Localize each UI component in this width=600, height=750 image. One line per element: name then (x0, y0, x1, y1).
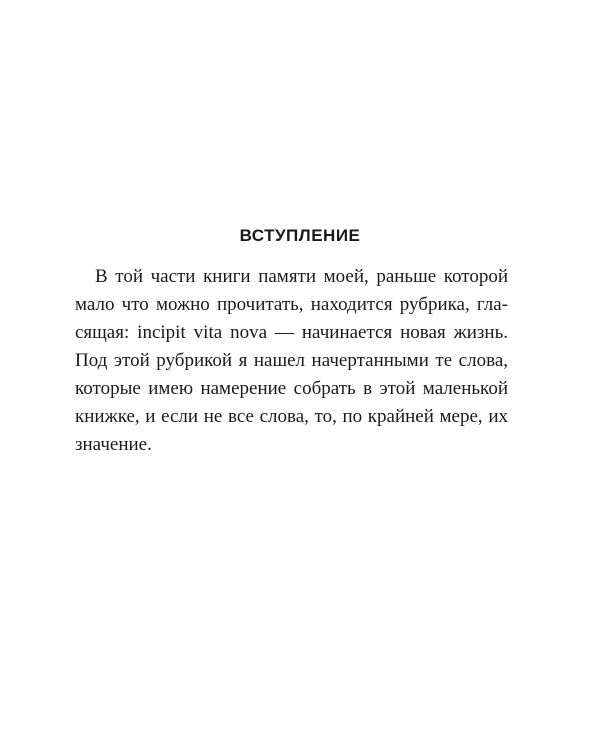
paragraph-line: книжке, и если не все слова, то, по крайней мере, их (75, 406, 508, 427)
section-heading: ВСТУПЛЕНИЕ (239, 226, 361, 245)
intro-paragraph (75, 263, 508, 459)
paragraph-line: В той части книги памяти моей, раньше которой (95, 266, 508, 287)
paragraph-line: значение. (75, 434, 152, 455)
paragraph-line: сящая: incipit vita nova — начинается новая жизнь. (75, 322, 508, 343)
paragraph-line: которые имею намерение собрать в этой маленькой (75, 378, 508, 399)
paragraph-line: Под этой рубрикой я нашел начертанными те слова, (75, 350, 508, 371)
paragraph-line: мало что можно прочитать, находится рубрика, гла- (75, 294, 508, 315)
